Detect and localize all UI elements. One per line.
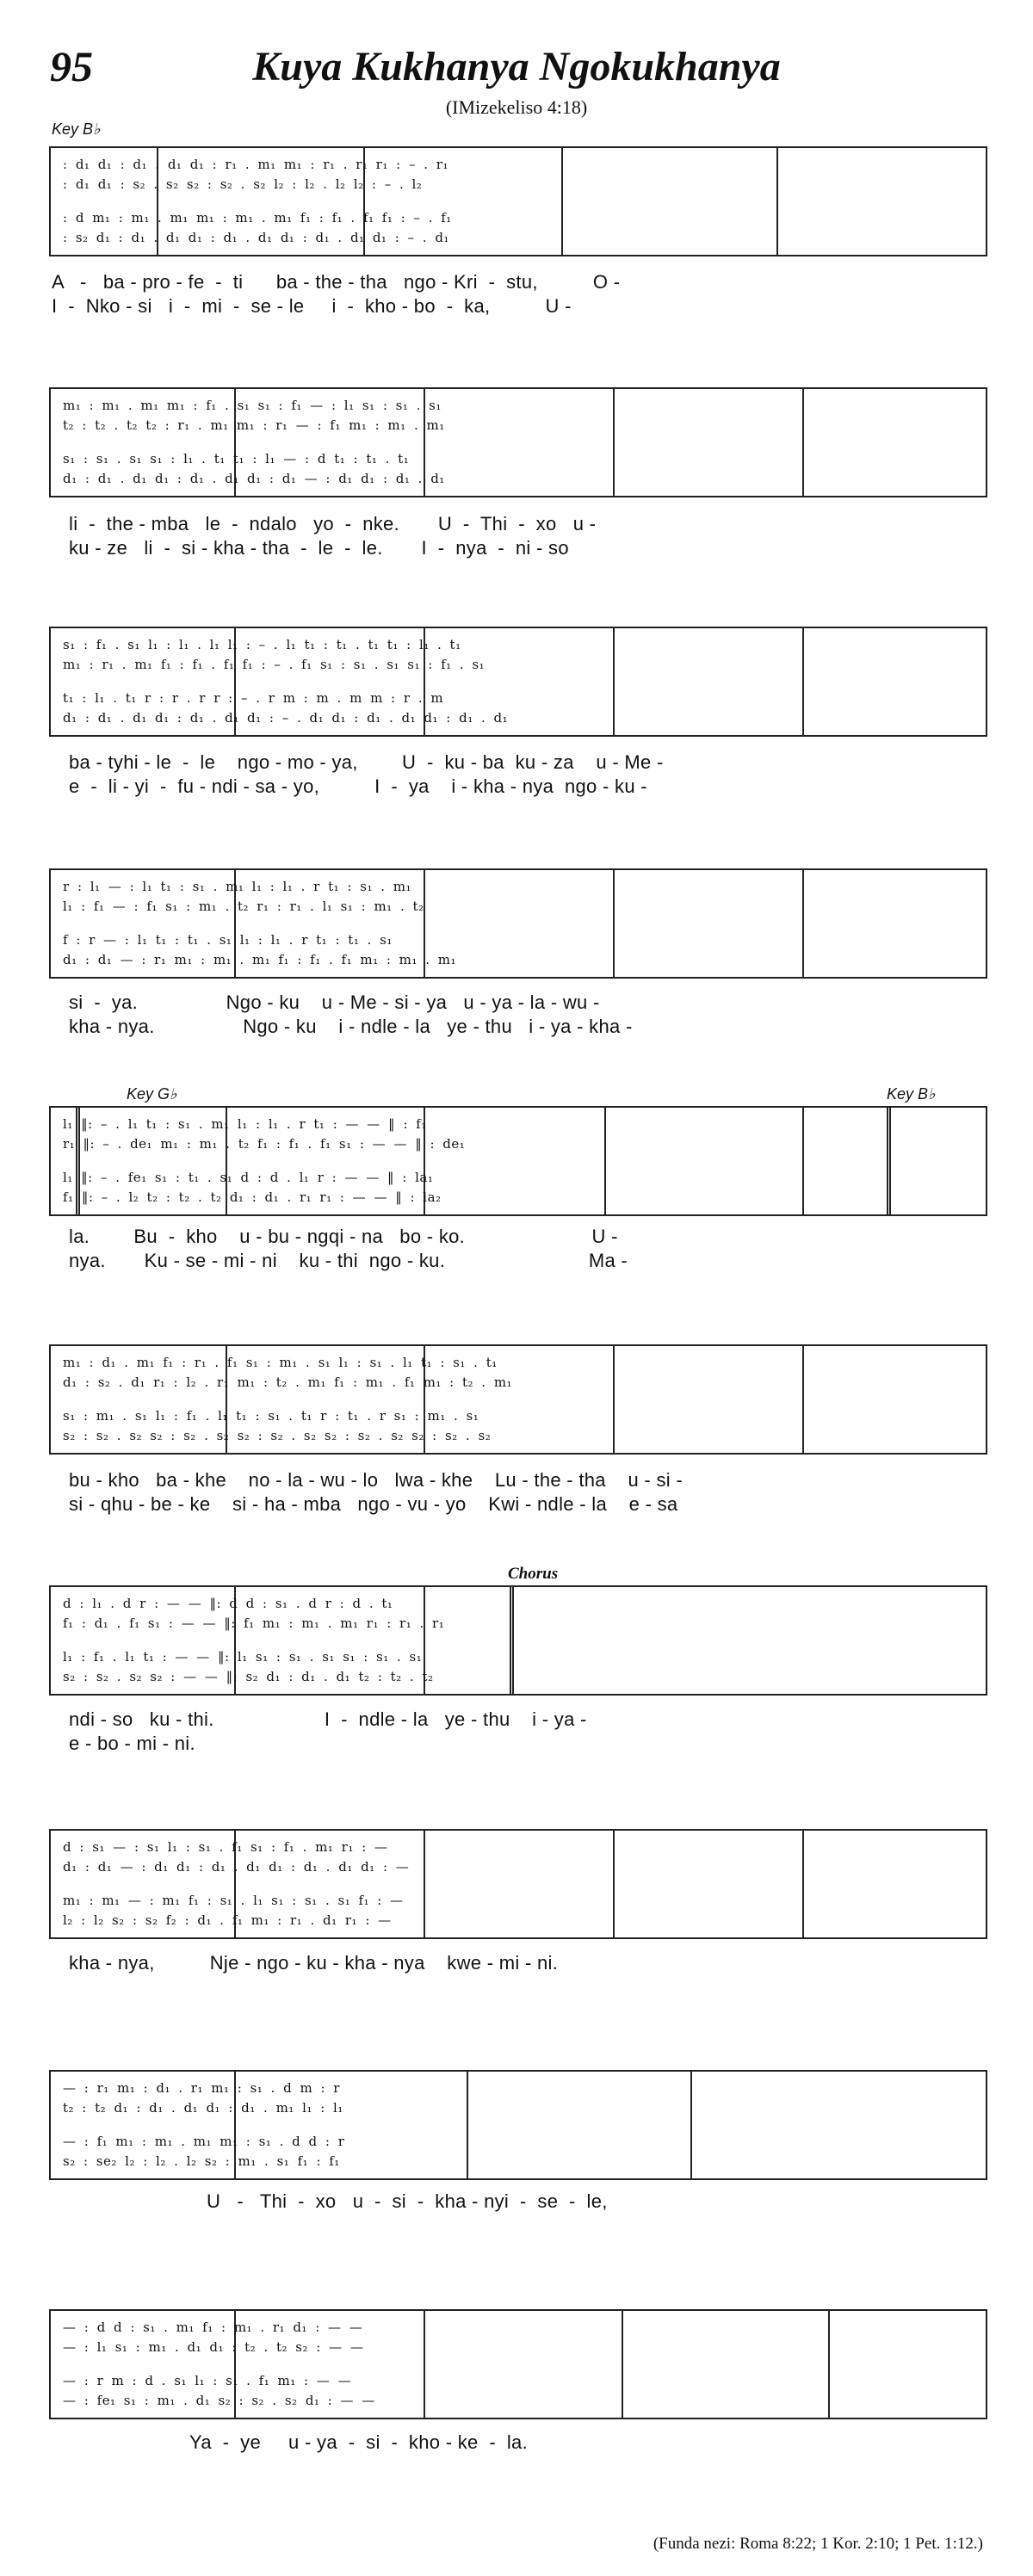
key-signature-g-flat: Key G♭ — [127, 1085, 177, 1103]
music-system-8 — [49, 1829, 987, 1939]
solfa-part-soprano: m₁ : d₁ . m₁ f₁ : r₁ . f₁ s₁ : m₁ . s₁ l₁ : s₁ . l₁ t₁ : s₁ . t₁ — [63, 1355, 498, 1370]
solfa-part-tenor: f : r — : l₁ t₁ : t₁ . s₁ l₁ : l₁ . r t₁ : t₁ . s₁ — [63, 932, 393, 948]
solfa-part-bass: f₁ ‖: – . l₂ t₂ : t₂ . t₂ d₁ : d₁ . r₁ r₁ : — — ‖ : la₂ — [63, 1189, 442, 1205]
lyrics-verse-2: e - li - yi - fu - ndi - sa - yo, I - ya i - kha - nya ngo - ku - — [69, 775, 647, 797]
music-system-10 — [49, 2309, 987, 2419]
solfa-part-alto: t₂ : t₂ . t₂ t₂ : r₁ . m₁ m₁ : r₁ — : f₁ m₁ : m₁ . m₁ — [63, 417, 445, 433]
key-signature-start: Key B♭ — [52, 120, 101, 138]
solfa-part-alto: l₁ : f₁ — : f₁ s₁ : m₁ . t₂ r₁ : r₁ . l₁ s₁ : m₁ . t₂ — [63, 899, 424, 914]
lyrics-verse-1: la. Bu - kho u - bu - ngqi - na bo - ko. U - — [69, 1226, 618, 1247]
music-system-3 — [49, 627, 987, 737]
lyrics-verse-1: A - ba - pro - fe - ti ba - the - tha ngo - Kri - stu, O - — [52, 271, 621, 293]
solfa-part-tenor: m₁ : m₁ — : m₁ f₁ : s₁ . l₁ s₁ : s₁ . s₁ f₁ : — — [63, 1893, 404, 1908]
solfa-part-alto: — : l₁ s₁ : m₁ . d₁ d₁ : t₂ . t₂ s₂ : — — — [63, 2339, 364, 2355]
lyrics-verse-1: bu - kho ba - khe no - la - wu - lo lwa - khe Lu - the - tha u - si - — [69, 1469, 683, 1491]
solfa-part-soprano: d : l₁ . d r : — — ‖: d d : s₁ . d r : d . t₁ — [63, 1596, 393, 1611]
music-system-1 — [49, 146, 987, 256]
lyrics-verse-1: kha - nya, Nje - ngo - ku - kha - nya kwe - mi - ni. — [69, 1952, 559, 1974]
solfa-part-alto: d₁ : d₁ — : d₁ d₁ : d₁ . d₁ d₁ : d₁ . d₁ d₁ : — — [63, 1859, 410, 1875]
lyrics-verse-2: kha - nya. Ngo - ku i - ndle - la ye - thu i - ya - kha - — [69, 1016, 633, 1037]
music-system-7 — [49, 1585, 987, 1696]
lyrics-verse-2: e - bo - mi - ni. — [69, 1733, 195, 1754]
lyrics-verse-1: li - the - mba le - ndalo yo - nke. U - Thi - xo u - — [69, 513, 597, 534]
solfa-part-soprano: — : r₁ m₁ : d₁ . r₁ m₁ : s₁ . d m : r — [63, 2080, 340, 2096]
solfa-part-soprano: — : d d : s₁ . m₁ f₁ : m₁ . r₁ d₁ : — — — [63, 2320, 363, 2335]
solfa-part-soprano: d : s₁ — : s₁ l₁ : s₁ . f₁ s₁ : f₁ . m₁ r₁ : — — [63, 1839, 388, 1855]
solfa-part-tenor: s₁ : m₁ . s₁ l₁ : f₁ . l₁ t₁ : s₁ . t₁ r : t₁ . r s₁ : m₁ . s₁ — [63, 1408, 479, 1424]
solfa-part-alto: t₂ : t₂ d₁ : d₁ . d₁ d₁ : d₁ . m₁ l₁ : l₁ — [63, 2100, 343, 2116]
music-system-5 — [49, 1106, 987, 1216]
solfa-part-soprano: m₁ : m₁ . m₁ m₁ : f₁ . s₁ s₁ : f₁ — : l₁ s₁ : s₁ . s₁ — [63, 398, 442, 413]
lyrics-verse-2: ku - ze li - si - kha - tha - le - le. I - nya - ni - so — [69, 537, 569, 559]
solfa-part-bass: d₁ : d₁ . d₁ d₁ : d₁ . d₁ d₁ : d₁ — : d₁ d₁ : d₁ . d₁ — [63, 471, 445, 486]
lyrics-verse-1: ba - tyhi - le - le ngo - mo - ya, U - ku - ba ku - za u - Me - — [69, 751, 664, 773]
solfa-part-bass: : s₂ d₁ : d₁ . d₁ d₁ : d₁ . d₁ d₁ : d₁ . d₁ d₁ : – . d₁ — [63, 230, 449, 245]
solfa-part-tenor: s₁ : s₁ . s₁ s₁ : l₁ . t₁ t₁ : l₁ — : d t₁ : t₁ . t₁ — [63, 451, 410, 466]
lyrics-verse-2: I - Nko - si i - mi - se - le i - kho - bo - ka, U - — [52, 295, 572, 317]
solfa-part-bass: s₂ : se₂ l₂ : l₂ . l₂ s₂ : m₁ . s₁ f₁ : f₁ — [63, 2153, 340, 2169]
solfa-part-bass: s₂ : s₂ . s₂ s₂ : — — ‖: s₂ d₁ : d₁ . d₁ t₂ : t₂ . t₂ — [63, 1669, 434, 1684]
solfa-part-tenor: : d m₁ : m₁ . m₁ m₁ : m₁ . m₁ f₁ : f₁ . f₁ f₁ : – . f₁ — [63, 210, 452, 225]
scripture-footer: (Funda nezi: Roma 8:22; 1 Kor. 2:10; 1 Pet. 1:12.) — [653, 2535, 983, 2553]
solfa-part-soprano: r : l₁ — : l₁ t₁ : s₁ . m₁ l₁ : l₁ . r t₁ : s₁ . m₁ — [63, 879, 411, 894]
solfa-part-bass: — : fe₁ s₁ : m₁ . d₁ s₂ : s₂ . s₂ d₁ : — — — [63, 2393, 375, 2408]
solfa-part-soprano: s₁ : f₁ . s₁ l₁ : l₁ . l₁ l₁ : – . l₁ t₁ : t₁ . t₁ t₁ : l₁ . t₁ — [63, 637, 461, 652]
lyrics-verse-1: ndi - so ku - thi. I - ndle - la ye - thu i - ya - — [69, 1708, 587, 1730]
music-system-6 — [49, 1344, 987, 1455]
solfa-part-bass: s₂ : s₂ . s₂ s₂ : s₂ . s₂ s₂ : s₂ . s₂ s₂ : s₂ . s₂ s₂ : s₂ . s₂ — [63, 1428, 492, 1443]
solfa-part-tenor: — : f₁ m₁ : m₁ . m₁ m₁ : s₁ . d d : r — [63, 2134, 345, 2149]
music-system-9 — [49, 2070, 987, 2180]
music-system-2 — [49, 387, 987, 497]
key-signature-b-flat: Key B♭ — [887, 1085, 936, 1103]
solfa-part-bass: d₁ : d₁ — : r₁ m₁ : m₁ . m₁ f₁ : f₁ . f₁ m₁ : m₁ . m₁ — [63, 952, 456, 967]
solfa-part-alto: : d₁ d₁ : s₂ . s₂ s₂ : s₂ . s₂ l₂ : l₂ . l₂ l₂ : – . l₂ — [63, 176, 423, 192]
solfa-part-alto: f₁ : d₁ . f₁ s₁ : — — ‖: f₁ m₁ : m₁ . m₁ r₁ : r₁ . r₁ — [63, 1615, 445, 1631]
scripture-reference: (IMizekeliso 4:18) — [445, 96, 588, 118]
hymn-number: 95 — [50, 42, 93, 90]
lyrics-verse-1: si - ya. Ngo - ku u - Me - si - ya u - ya - la - wu - — [69, 991, 600, 1013]
solfa-part-alto: d₁ : s₂ . d₁ r₁ : l₂ . r₁ m₁ : t₂ . m₁ f₁ : m₁ . f₁ m₁ : t₂ . m₁ — [63, 1374, 513, 1390]
solfa-part-bass: d₁ : d₁ . d₁ d₁ : d₁ . d₁ d₁ : – . d₁ d₁ : d₁ . d₁ d₁ : d₁ . d₁ — [63, 710, 509, 726]
solfa-part-tenor: — : r m : d . s₁ l₁ : s₁ . f₁ m₁ : — — — [63, 2373, 352, 2388]
solfa-part-soprano: l₁ ‖: – . l₁ t₁ : s₁ . m₁ l₁ : l₁ . r t₁ : — — ‖ : f₁ — [63, 1116, 427, 1132]
solfa-part-bass: l₂ : l₂ s₂ : s₂ f₂ : d₁ . f₁ m₁ : r₁ . d₁ r₁ : — — [63, 1912, 392, 1928]
chorus-label: Chorus — [508, 1565, 559, 1583]
solfa-part-alto: m₁ : r₁ . m₁ f₁ : f₁ . f₁ f₁ : – . f₁ s₁ : s₁ . s₁ s₁ : f₁ . s₁ — [63, 657, 486, 672]
solfa-part-alto: r₁ ‖: – . de₁ m₁ : m₁ . t₂ f₁ : f₁ . f₁ s₁ : — — ‖ : de₁ — [63, 1136, 466, 1152]
lyrics-verse-2: nya. Ku - se - mi - ni ku - thi ngo - ku. Ma - — [69, 1250, 628, 1271]
lyrics-verse-2: si - qhu - be - ke si - ha - mba ngo - vu - yo Kwi - ndle - la e - sa — [69, 1493, 678, 1515]
music-system-4 — [49, 868, 987, 979]
hymn-title: Kuya Kukhanya Ngokukhanya — [252, 44, 781, 90]
solfa-part-tenor: t₁ : l₁ . t₁ r : r . r r : – . r m : m . m m : r . m — [63, 690, 444, 706]
solfa-part-tenor: l₁ : f₁ . l₁ t₁ : — — ‖: l₁ s₁ : s₁ . s₁ s₁ : s₁ . s₁ — [63, 1649, 423, 1665]
lyrics-verse-1: U - Thi - xo u - si - kha - nyi - se - le, — [207, 2190, 608, 2212]
lyrics-verse-1: Ya - ye u - ya - si - kho - ke - la. — [189, 2431, 528, 2453]
solfa-part-tenor: l₁ ‖: – . fe₁ s₁ : t₁ . s₁ d : d . l₁ r : — — ‖ : la₁ — [63, 1170, 434, 1185]
solfa-part-soprano: : d₁ d₁ : d₁ . d₁ d₁ : r₁ . m₁ m₁ : r₁ . r₁ r₁ : – . r₁ — [63, 157, 448, 172]
